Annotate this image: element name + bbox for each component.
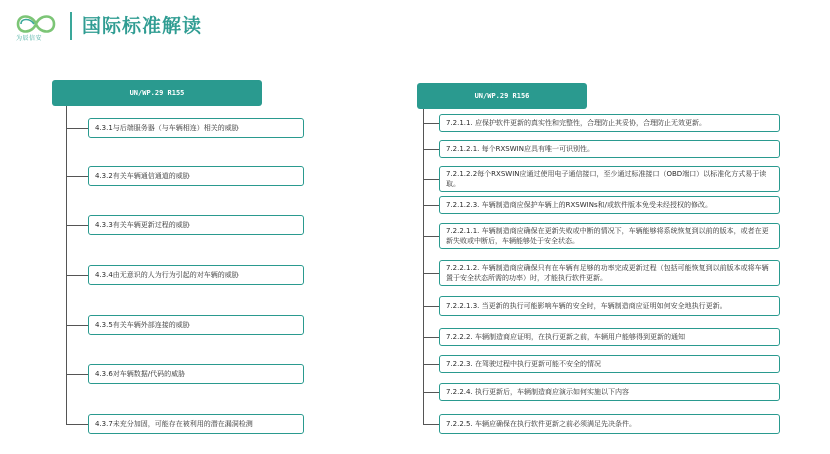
left-connector <box>66 176 88 177</box>
right-connector <box>423 364 439 365</box>
r156-item-7: 7.2.2.1.3. 当更新的执行可能影响车辆的安全时，车辆制造商应证明如何安全地执行更新。 <box>439 296 780 316</box>
right-connector <box>423 149 439 150</box>
page-title: 国际标准解读 <box>82 15 203 37</box>
left-tree-line <box>66 106 67 424</box>
left-connector <box>66 275 88 276</box>
r156-item-4: 7.2.1.2.3. 车辆制造商应保护车辆上的RXSWINs和/或软件版本免受未经授权的修改。 <box>439 196 780 214</box>
left-connector <box>66 225 88 226</box>
left-connector <box>66 424 88 425</box>
r155-item-4: 4.3.4由无意识的人为行为引起的对车辆的威胁 <box>88 265 304 285</box>
right-connector <box>423 424 439 425</box>
right-connector <box>423 179 439 180</box>
r156-item-9: 7.2.2.3. 在驾驶过程中执行更新可能不安全的情况 <box>439 355 780 373</box>
r155-item-2: 4.3.2有关车辆通信通道的威胁 <box>88 166 304 186</box>
r155-item-7: 4.3.7未充分加固，可能存在被利用的潜在漏洞检测 <box>88 414 304 434</box>
left-connector <box>66 325 88 326</box>
left-connector <box>66 374 88 375</box>
r156-title-pill <box>417 83 587 109</box>
r156-item-5: 7.2.2.1.1. 车辆制造商应确保在更新失败或中断的情况下，车辆能够将系统恢复到以前的版本，或者在更新失败或中断后，车辆能够处于安全状态。 <box>439 223 780 249</box>
logo-text: 为辰信安 <box>16 35 43 42</box>
right-connector <box>423 205 439 206</box>
left-connector <box>66 128 88 129</box>
r156-item-10: 7.2.2.4. 执行更新后，车辆制造商应演示如何实施以下内容 <box>439 383 780 401</box>
r155-title: UN/WP.29 R155 <box>129 89 185 97</box>
r155-item-1: 4.3.1与后端服务器（与车辆相连）相关的威胁 <box>88 118 304 138</box>
r156-title: UN/WP.29 R156 <box>474 92 530 100</box>
r155-item-3: 4.3.3有关车辆更新过程的威胁 <box>88 215 304 235</box>
right-connector <box>423 337 439 338</box>
r155-item-5: 4.3.5有关车辆外部连接的威胁 <box>88 315 304 335</box>
r156-item-2: 7.2.1.2.1. 每个RXSWIN应具有唯一可识别性。 <box>439 140 780 158</box>
r155-item-6: 4.3.6对车辆数据/代码的威胁 <box>88 364 304 384</box>
r156-item-3: 7.2.1.2.2每个RXSWIN应通过使用电子通信接口，至少通过标准接口（OBD端口）以标准化方式易于读取。 <box>439 166 780 192</box>
r156-item-1: 7.2.1.1. 应保护软件更新的真实性和完整性，合理防止其妥协，合理防止无效更新。 <box>439 114 780 132</box>
r156-item-6: 7.2.2.1.2. 车辆制造商应确保只有在车辆有足够的功率完成更新过程（包括可能恢复到以前版本或将车辆置于安全状态所需的功率）时，才能执行软件更新。 <box>439 260 780 286</box>
right-connector <box>423 273 439 274</box>
r156-item-8: 7.2.2.2. 车辆制造商应证明，在执行更新之前，车辆用户能够得到更新的通知 <box>439 328 780 346</box>
r155-title-pill <box>52 80 262 106</box>
right-connector <box>423 236 439 237</box>
right-connector <box>423 123 439 124</box>
right-connector <box>423 392 439 393</box>
right-connector <box>423 306 439 307</box>
right-tree-line <box>423 109 424 425</box>
r156-item-11: 7.2.2.5. 车辆应确保在执行软件更新之前必须满足先决条件。 <box>439 414 780 434</box>
header-divider <box>70 12 72 40</box>
